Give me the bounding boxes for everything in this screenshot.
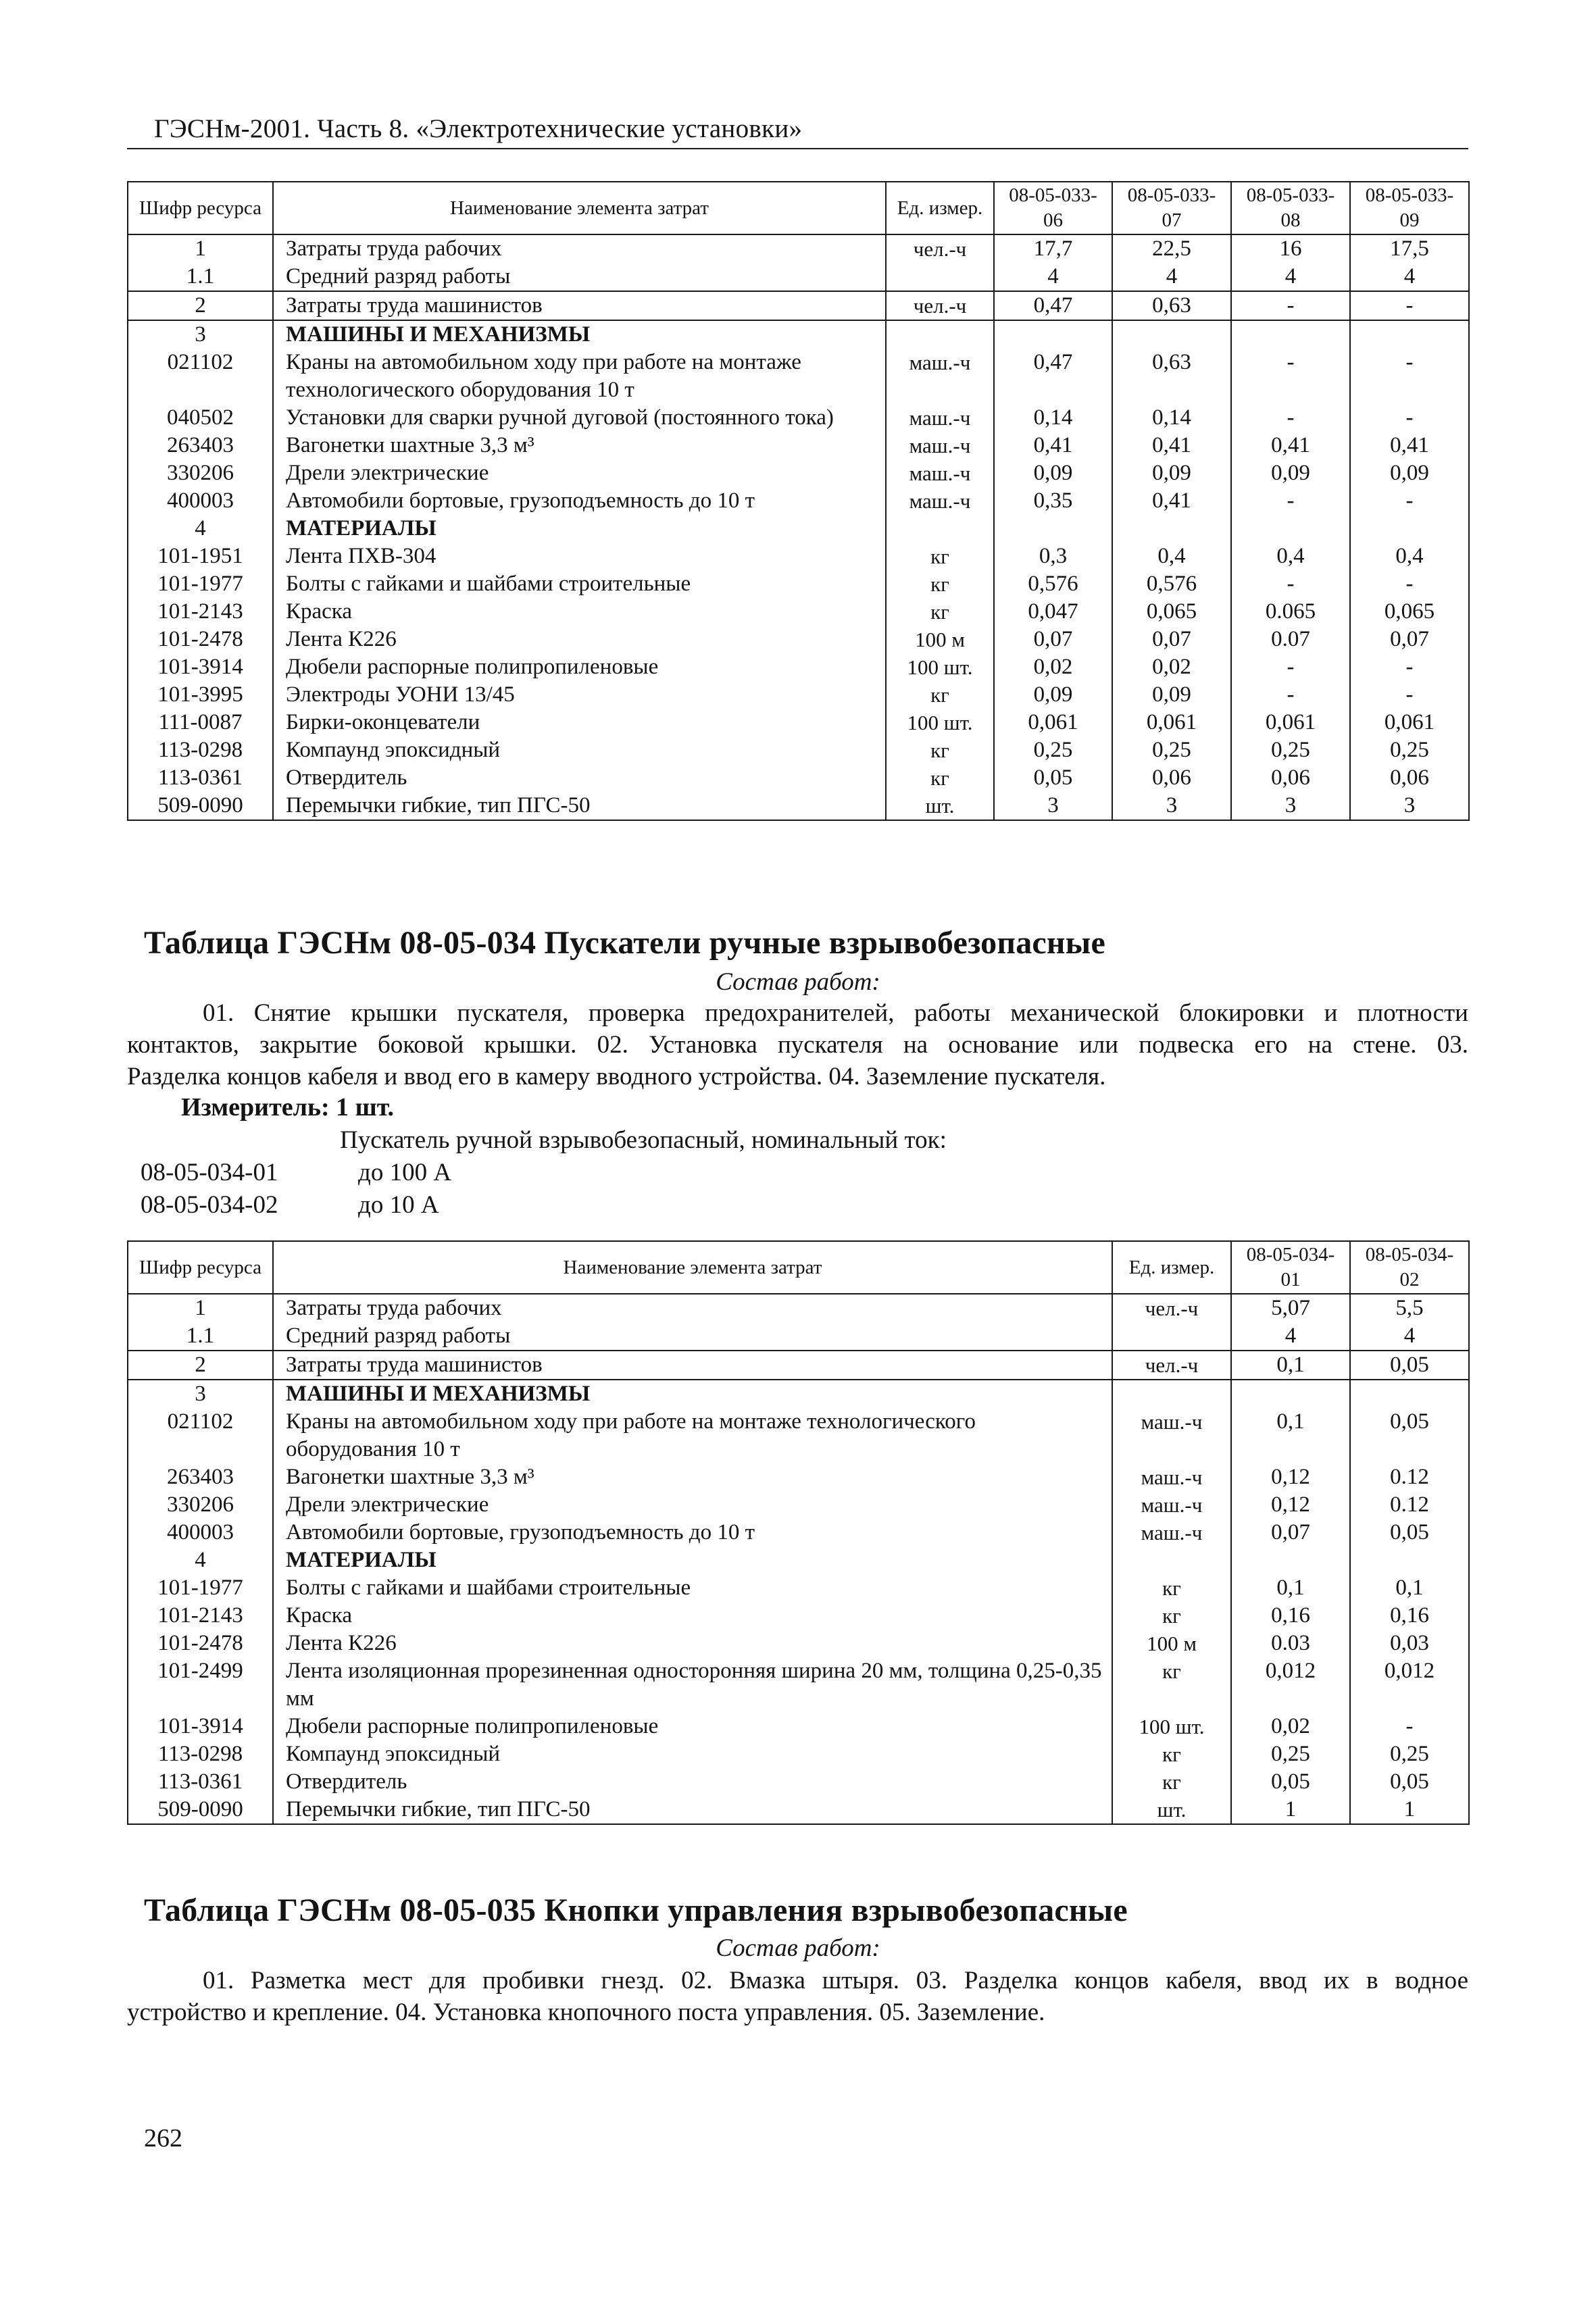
resource-name: Компаунд эпоксидный — [273, 736, 886, 764]
norm-value: - — [1350, 570, 1469, 598]
resource-code: 4 — [128, 1546, 273, 1574]
measure-unit: Измеритель: 1 шт. — [181, 1093, 395, 1122]
norm-value: 0,02 — [994, 653, 1112, 681]
resource-code: 101-2478 — [128, 1630, 273, 1657]
page-number: 262 — [144, 2124, 182, 2153]
resource-code: 113-0298 — [128, 1740, 273, 1768]
unit-value: чел.-ч — [886, 234, 994, 263]
norm-value: 0,3 — [994, 543, 1112, 570]
norm-value: 5,07 — [1231, 1294, 1350, 1322]
table-row — [128, 1574, 1469, 1602]
resource-name: Болты с гайками и шайбами строительные — [273, 1574, 1112, 1602]
norm-value: 0,47 — [994, 291, 1112, 320]
unit-value — [886, 320, 994, 349]
norm-value: - — [1350, 653, 1469, 681]
norm-value: - — [1231, 681, 1350, 709]
header-col-2: 08-05-033-07 — [1112, 182, 1231, 234]
norm-value: 0,41 — [1231, 432, 1350, 459]
header-code: Шифр ресурса — [128, 1241, 273, 1294]
table-row — [128, 1408, 1469, 1463]
resource-code: 330206 — [128, 1491, 273, 1519]
resource-name: Перемычки гибкие, тип ПГС-50 — [273, 792, 886, 820]
table-row — [128, 653, 1469, 681]
unit-value: кг — [886, 681, 994, 709]
norm-value: 0,05 — [1350, 1408, 1469, 1463]
resource-code: 1 — [128, 234, 273, 263]
norm-value: 5,5 — [1350, 1294, 1469, 1322]
resource-code: 330206 — [128, 459, 273, 487]
norm-value: 0,05 — [994, 764, 1112, 792]
norm-value: 0,061 — [994, 709, 1112, 736]
table-body — [128, 234, 1469, 820]
resource-code: 021102 — [128, 1408, 273, 1463]
norm-value: 0,41 — [1112, 487, 1231, 515]
unit-value: чел.-ч — [886, 291, 994, 320]
norm-value: 17,7 — [994, 234, 1112, 263]
table-heading-034: Таблица ГЭСНм 08-05-034 Пускатели ручные взрывобезопасные — [144, 925, 1105, 961]
norm-value: - — [1350, 1713, 1469, 1740]
unit-value: шт. — [1112, 1796, 1231, 1824]
unit-value: маш.-ч — [1112, 1491, 1231, 1519]
resource-code: 263403 — [128, 432, 273, 459]
norm-value: 0.12 — [1350, 1463, 1469, 1491]
resource-name: Затраты труда машинистов — [273, 1351, 1112, 1380]
resource-code: 101-2478 — [128, 626, 273, 653]
norm-value: 0,12 — [1231, 1463, 1350, 1491]
norm-value: 4 — [994, 263, 1112, 291]
norm-value: 0,576 — [994, 570, 1112, 598]
norm-value: 4 — [1231, 1322, 1350, 1351]
resource-table-08-05-033 — [127, 181, 1470, 821]
composition-text-035 — [127, 1965, 1468, 2028]
resource-code: 3 — [128, 1380, 273, 1408]
unit-value: кг — [886, 764, 994, 792]
variant-value: до 10 А — [358, 1191, 439, 1219]
norm-value: 0,1 — [1231, 1408, 1350, 1463]
table-body — [128, 1294, 1469, 1824]
table-row — [128, 1519, 1469, 1546]
norm-value: - — [1231, 404, 1350, 432]
norm-value: 0,25 — [1231, 1740, 1350, 1768]
table-row — [128, 626, 1469, 653]
resource-name: Краска — [273, 598, 886, 626]
header-rule — [127, 148, 1468, 149]
unit-value: 100 м — [1112, 1630, 1231, 1657]
table-row — [128, 349, 1469, 404]
unit-value: маш.-ч — [886, 487, 994, 515]
resource-name: Болты с гайками и шайбами строительные — [273, 570, 886, 598]
resource-name: Вагонетки шахтные 3,3 м³ — [273, 1463, 1112, 1491]
norm-value: 4 — [1231, 263, 1350, 291]
resource-name: Установки для сварки ручной дуговой (постоянного тока) — [273, 404, 886, 432]
resource-name: Компаунд эпоксидный — [273, 1740, 1112, 1768]
table-row — [128, 1322, 1469, 1351]
norm-value: 0,06 — [1231, 764, 1350, 792]
norm-value: 0.12 — [1350, 1491, 1469, 1519]
resource-code: 400003 — [128, 1519, 273, 1546]
resource-name: Средний разряд работы — [273, 1322, 1112, 1351]
unit-value: маш.-ч — [1112, 1408, 1231, 1463]
norm-value: - — [1350, 349, 1469, 404]
norm-value: 0,576 — [1112, 570, 1231, 598]
resource-table-08-05-034 — [127, 1240, 1470, 1825]
table-row — [128, 1713, 1469, 1740]
norm-value: 0.07 — [1231, 626, 1350, 653]
resource-name: Лента К226 — [273, 626, 886, 653]
norm-value: 0,065 — [1350, 598, 1469, 626]
resource-code: 101-1951 — [128, 543, 273, 570]
norm-value: 0,1 — [1350, 1574, 1469, 1602]
resource-name: Краны на автомобильном ходу при работе на монтаже технологического оборудования 10 т — [273, 349, 886, 404]
norm-value: - — [1231, 487, 1350, 515]
norm-value — [1231, 1380, 1350, 1408]
table-heading-035: Таблица ГЭСНм 08-05-035 Кнопки управления взрывобезопасные — [144, 1892, 1128, 1928]
table-row — [128, 792, 1469, 820]
table-row — [128, 487, 1469, 515]
table-row — [128, 543, 1469, 570]
table-row — [128, 736, 1469, 764]
table-row — [128, 291, 1469, 320]
header-col-3: 08-05-033-08 — [1231, 182, 1350, 234]
norm-value: 0,25 — [994, 736, 1112, 764]
unit-value — [886, 515, 994, 543]
unit-value: кг — [1112, 1602, 1231, 1630]
norm-value: - — [1350, 681, 1469, 709]
norm-value: 0.065 — [1231, 598, 1350, 626]
header-col-4: 08-05-033-09 — [1350, 182, 1469, 234]
resource-code: 101-2143 — [128, 1602, 273, 1630]
variant-title: Пускатель ручной взрывобезопасный, номинальный ток: — [340, 1126, 947, 1154]
resource-name: МАШИНЫ И МЕХАНИЗМЫ — [273, 1380, 1112, 1408]
norm-value: 0,47 — [994, 349, 1112, 404]
table-row — [128, 1796, 1469, 1824]
norm-value: - — [1231, 349, 1350, 404]
variant-value: до 100 А — [358, 1159, 452, 1186]
norm-value — [1112, 515, 1231, 543]
resource-code: 2 — [128, 291, 273, 320]
resource-code: 113-0361 — [128, 1768, 273, 1796]
table-row — [128, 764, 1469, 792]
norm-value: 0.03 — [1231, 1630, 1350, 1657]
header-unit: Ед. измер. — [886, 182, 994, 234]
norm-value: 0,065 — [1112, 598, 1231, 626]
norm-value: 0,03 — [1350, 1630, 1469, 1657]
norm-value — [1231, 515, 1350, 543]
resource-name: Бирки-оконцеватели — [273, 709, 886, 736]
norm-value: - — [1350, 487, 1469, 515]
norm-value — [1350, 320, 1469, 349]
norm-value: 0,07 — [994, 626, 1112, 653]
norm-value: 0,09 — [994, 681, 1112, 709]
variant-code: 08-05-034-01 — [141, 1159, 278, 1186]
resource-name: Автомобили бортовые, грузоподъемность до 10 т — [273, 1519, 1112, 1546]
norm-value: - — [1231, 570, 1350, 598]
norm-value: 0,047 — [994, 598, 1112, 626]
resource-name: Отвердитель — [273, 1768, 1112, 1796]
unit-value — [886, 263, 994, 291]
table-row — [128, 1380, 1469, 1408]
norm-value: 17,5 — [1350, 234, 1469, 263]
norm-value: 0,02 — [1112, 653, 1231, 681]
resource-code: 021102 — [128, 349, 273, 404]
unit-value — [1112, 1380, 1231, 1408]
norm-value: 4 — [1112, 263, 1231, 291]
norm-value: - — [1350, 404, 1469, 432]
unit-value: маш.-ч — [1112, 1463, 1231, 1491]
unit-value — [1112, 1322, 1231, 1351]
norm-value: 0,25 — [1350, 1740, 1469, 1768]
norm-value: 16 — [1231, 234, 1350, 263]
resource-code: 040502 — [128, 404, 273, 432]
norm-value: 0,41 — [1112, 432, 1231, 459]
running-header: ГЭСНм-2001. Часть 8. «Электротехнические установки» — [154, 114, 803, 143]
norm-value: 0,41 — [994, 432, 1112, 459]
resource-code: 1.1 — [128, 263, 273, 291]
table-row — [128, 570, 1469, 598]
table-row — [128, 234, 1469, 263]
norm-value: 3 — [994, 792, 1112, 820]
norm-value — [1350, 515, 1469, 543]
norm-value — [994, 515, 1112, 543]
resource-code: 101-1977 — [128, 570, 273, 598]
unit-value: 100 шт. — [886, 709, 994, 736]
norm-value: 0,09 — [1350, 459, 1469, 487]
resource-code: 1 — [128, 1294, 273, 1322]
norm-value — [1231, 1546, 1350, 1574]
norm-value: 0,012 — [1350, 1657, 1469, 1713]
resource-code: 101-2499 — [128, 1657, 273, 1713]
unit-value: 100 шт. — [1112, 1713, 1231, 1740]
composition-line: 01. Снятие крышки пускателя, проверка предохранителей, работы механической блокировки и плотности — [203, 999, 1468, 1027]
header-col-1: 08-05-033-06 — [994, 182, 1112, 234]
resource-name: Вагонетки шахтные 3,3 м³ — [273, 432, 886, 459]
unit-value: шт. — [886, 792, 994, 820]
table-row — [128, 1491, 1469, 1519]
resource-name: Дрели электрические — [273, 459, 886, 487]
unit-value: 100 шт. — [886, 653, 994, 681]
norm-value: 0,14 — [1112, 404, 1231, 432]
norm-value: - — [1231, 653, 1350, 681]
table-row — [128, 598, 1469, 626]
unit-value: маш.-ч — [1112, 1519, 1231, 1546]
norm-value: 0,02 — [1231, 1713, 1350, 1740]
composition-line: Разделка концов кабеля и ввод его в камеру вводного устройства. 04. Заземление пускателя. — [127, 1063, 1106, 1090]
norm-value: 0,061 — [1350, 709, 1469, 736]
table-row — [128, 1768, 1469, 1796]
resource-code: 113-0298 — [128, 736, 273, 764]
resource-name: Автомобили бортовые, грузоподъемность до 10 т — [273, 487, 886, 515]
resource-code: 101-3914 — [128, 1713, 273, 1740]
norm-value: 0,35 — [994, 487, 1112, 515]
table-row — [128, 263, 1469, 291]
unit-value: кг — [1112, 1740, 1231, 1768]
norm-value: 0,16 — [1350, 1602, 1469, 1630]
unit-value: маш.-ч — [886, 432, 994, 459]
table-row — [128, 1740, 1469, 1768]
norm-value: 0,1 — [1231, 1574, 1350, 1602]
resource-code: 509-0090 — [128, 792, 273, 820]
norm-value: 0,4 — [1231, 543, 1350, 570]
norm-value: 3 — [1112, 792, 1231, 820]
resource-code: 509-0090 — [128, 1796, 273, 1824]
norm-value — [994, 320, 1112, 349]
unit-value: кг — [886, 598, 994, 626]
resource-name: Перемычки гибкие, тип ПГС-50 — [273, 1796, 1112, 1824]
resource-name: Лента изоляционная прорезиненная односторонняя ширина 20 мм, толщина 0,25-0,35 мм — [273, 1657, 1112, 1713]
norm-value: 0,09 — [994, 459, 1112, 487]
norm-value: 3 — [1231, 792, 1350, 820]
resource-name: Лента К226 — [273, 1630, 1112, 1657]
table-row — [128, 404, 1469, 432]
norm-value: 0,07 — [1231, 1519, 1350, 1546]
unit-value: кг — [1112, 1657, 1231, 1713]
resource-name: Средний разряд работы — [273, 263, 886, 291]
unit-value — [1112, 1546, 1231, 1574]
composition-text-034 — [127, 997, 1468, 1092]
norm-value: 1 — [1350, 1796, 1469, 1824]
norm-value: 0,09 — [1112, 459, 1231, 487]
table-row — [128, 1602, 1469, 1630]
norm-value: 0,07 — [1112, 626, 1231, 653]
resource-name: Краны на автомобильном ходу при работе на монтаже технологического оборудования 10 т — [273, 1408, 1112, 1463]
resource-code: 2 — [128, 1351, 273, 1380]
unit-value: чел.-ч — [1112, 1351, 1231, 1380]
resource-name: МАТЕРИАЛЫ — [273, 1546, 1112, 1574]
unit-value: маш.-ч — [886, 349, 994, 404]
unit-value: маш.-ч — [886, 404, 994, 432]
resource-name: Дрели электрические — [273, 1491, 1112, 1519]
composition-title-034: Состав работ: — [716, 968, 880, 996]
norm-value: 0,06 — [1350, 764, 1469, 792]
norm-value: - — [1350, 291, 1469, 320]
table-row — [128, 1294, 1469, 1322]
table-row — [128, 1351, 1469, 1380]
composition-line: устройство и крепление. 04. Установка кнопочного поста управления. 05. Заземление. — [127, 1998, 1045, 2026]
resource-name: МАШИНЫ И МЕХАНИЗМЫ — [273, 320, 886, 349]
resource-code: 263403 — [128, 1463, 273, 1491]
resource-code: 111-0087 — [128, 709, 273, 736]
norm-value: 4 — [1350, 1322, 1469, 1351]
resource-name: Краска — [273, 1602, 1112, 1630]
resource-name: Затраты труда рабочих — [273, 234, 886, 263]
unit-value: 100 м — [886, 626, 994, 653]
norm-value — [1350, 1380, 1469, 1408]
resource-name: МАТЕРИАЛЫ — [273, 515, 886, 543]
norm-value: 0,061 — [1231, 709, 1350, 736]
resource-code: 3 — [128, 320, 273, 349]
resource-name: Лента ПХВ-304 — [273, 543, 886, 570]
norm-value: 0,4 — [1350, 543, 1469, 570]
resource-name: Затраты труда рабочих — [273, 1294, 1112, 1322]
norm-value: 0,05 — [1350, 1519, 1469, 1546]
resource-code: 101-1977 — [128, 1574, 273, 1602]
table-row — [128, 1657, 1469, 1713]
composition-line: 01. Разметка мест для пробивки гнезд. 02. Вмазка штыря. 03. Разделка концов кабеля, ввод их в водное — [203, 1967, 1468, 1994]
resource-code: 101-2143 — [128, 598, 273, 626]
header-col-2: 08-05-034-02 — [1350, 1241, 1469, 1294]
norm-value: 0,14 — [994, 404, 1112, 432]
unit-value: маш.-ч — [886, 459, 994, 487]
unit-value: кг — [886, 570, 994, 598]
table-row — [128, 1463, 1469, 1491]
norm-value: 0,09 — [1112, 681, 1231, 709]
norm-value: - — [1231, 291, 1350, 320]
table-row — [128, 320, 1469, 349]
norm-value: 0,012 — [1231, 1657, 1350, 1713]
norm-value: 0,05 — [1231, 1768, 1350, 1796]
resource-name: Отвердитель — [273, 764, 886, 792]
table-row — [128, 1546, 1469, 1574]
table-row — [128, 681, 1469, 709]
norm-value: 0,63 — [1112, 349, 1231, 404]
norm-value: 0,4 — [1112, 543, 1231, 570]
norm-value: 4 — [1350, 263, 1469, 291]
norm-value — [1350, 1546, 1469, 1574]
norm-value: 1 — [1231, 1796, 1350, 1824]
resource-code: 1.1 — [128, 1322, 273, 1351]
norm-value: 0,09 — [1231, 459, 1350, 487]
norm-value: 0,25 — [1231, 736, 1350, 764]
unit-value: кг — [1112, 1574, 1231, 1602]
norm-value: 3 — [1350, 792, 1469, 820]
resource-code: 400003 — [128, 487, 273, 515]
norm-value: 0,12 — [1231, 1491, 1350, 1519]
unit-value: чел.-ч — [1112, 1294, 1231, 1322]
table-row — [128, 1630, 1469, 1657]
norm-value — [1112, 320, 1231, 349]
resource-code: 101-3995 — [128, 681, 273, 709]
resource-name: Затраты труда машинистов — [273, 291, 886, 320]
table-row — [128, 459, 1469, 487]
table-row — [128, 432, 1469, 459]
unit-value: кг — [1112, 1768, 1231, 1796]
header-name: Наименование элемента затрат — [273, 182, 886, 234]
norm-value: 0,25 — [1350, 736, 1469, 764]
table-row — [128, 709, 1469, 736]
header-name: Наименование элемента затрат — [273, 1241, 1112, 1294]
header-code: Шифр ресурса — [128, 182, 273, 234]
norm-value: 0,63 — [1112, 291, 1231, 320]
norm-value: 0,06 — [1112, 764, 1231, 792]
header-col-1: 08-05-034-01 — [1231, 1241, 1350, 1294]
composition-line: контактов, закрытие боковой крышки. 02. Установка пускателя на основание или подвеска его на стене. 03. — [127, 1031, 1468, 1059]
norm-value: 22,5 — [1112, 234, 1231, 263]
resource-code: 113-0361 — [128, 764, 273, 792]
norm-value: 0,05 — [1350, 1768, 1469, 1796]
norm-value — [1231, 320, 1350, 349]
unit-value: кг — [886, 736, 994, 764]
norm-value: 0,25 — [1112, 736, 1231, 764]
resource-code: 101-3914 — [128, 653, 273, 681]
variant-code: 08-05-034-02 — [141, 1191, 278, 1219]
unit-value: кг — [886, 543, 994, 570]
composition-title-035: Состав работ: — [716, 1934, 880, 1962]
table-row — [128, 515, 1469, 543]
header-unit: Ед. измер. — [1112, 1241, 1231, 1294]
resource-code: 4 — [128, 515, 273, 543]
norm-value: 0,07 — [1350, 626, 1469, 653]
norm-value: 0,061 — [1112, 709, 1231, 736]
resource-name: Дюбели распорные полипропиленовые — [273, 1713, 1112, 1740]
norm-value: 0,16 — [1231, 1602, 1350, 1630]
norm-value: 0,05 — [1350, 1351, 1469, 1380]
resource-name: Электроды УОНИ 13/45 — [273, 681, 886, 709]
norm-value: 0,1 — [1231, 1351, 1350, 1380]
resource-name: Дюбели распорные полипропиленовые — [273, 653, 886, 681]
norm-value: 0,41 — [1350, 432, 1469, 459]
